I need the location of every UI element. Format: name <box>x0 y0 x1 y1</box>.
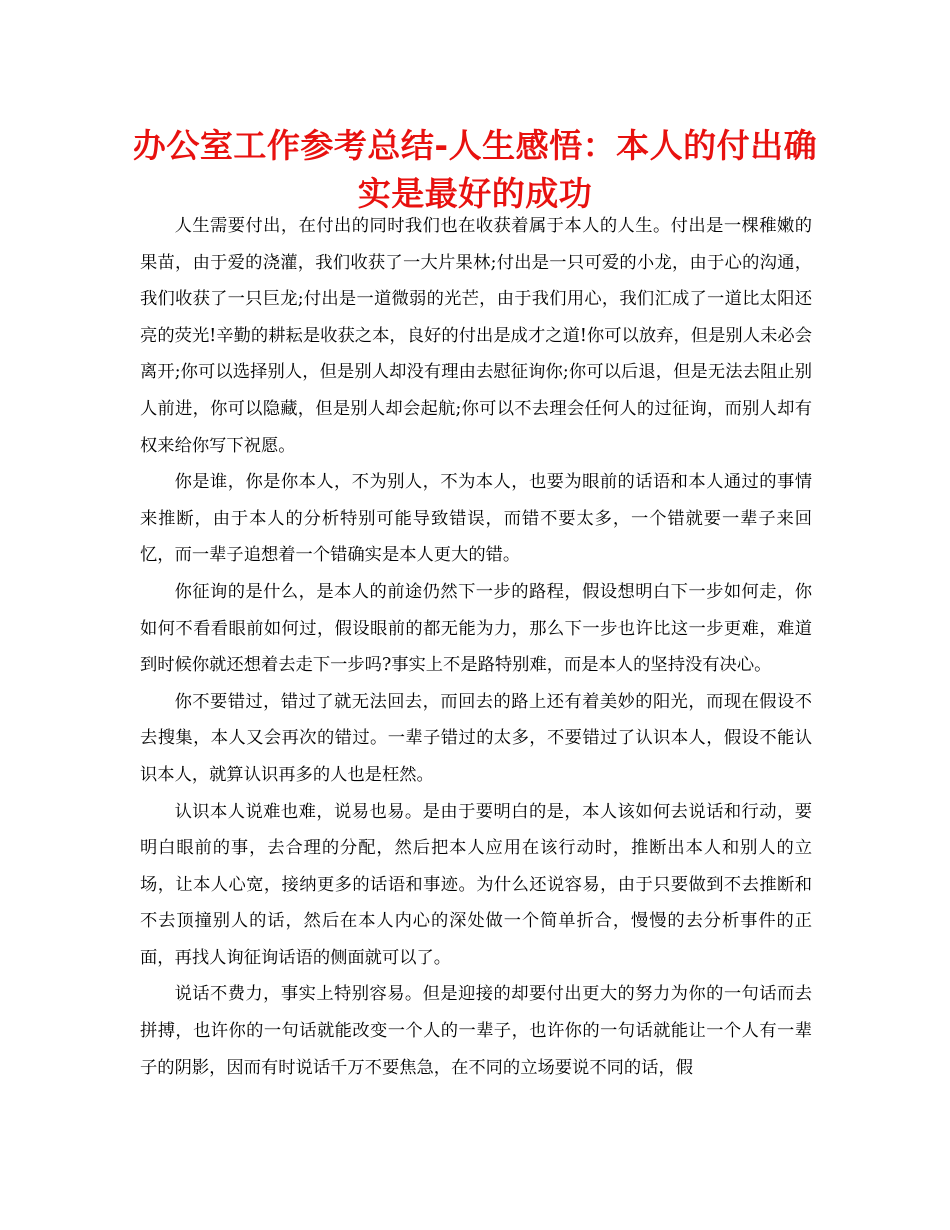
paragraph-4: 你不要错过，错过了就无法回去，而回去的路上还有着美妙的阳光，而现在假设不去搜集，本人又会再次的错过。一辈子错过的太多，不要错过了认识本人，假设不能认识本人，就算认识再多的人也是枉然。 <box>140 691 812 785</box>
paragraph-5: 认识本人说难也难，说易也易。是由于要明白的是，本人该如何去说话和行动，要明白眼前的事，去合理的分配，然后把本人应用在该行动时，推断出本人和别人的立场，让本人心宽，接纳更多的话语和事迹。为什么还说容易，由于只要做到不去推断和不去顶撞别人的话，然后在本人内心的深处做一个简单折合，慢慢的去分析事件的正面，再找人询征询话语的侧面就可以了。 <box>140 801 812 968</box>
paragraph-3: 你征询的是什么，是本人的前途仍然下一步的路程，假设想明白下一步如何走，你如何不看看眼前如何过，假设眼前的都无能为力，那么下一步也许比这一步更难，难道到时候你就还想着去走下一步吗?事实上不是路特别难，而是本人的坚持没有决心。 <box>140 581 812 676</box>
paragraph-1: 人生需要付出，在付出的同时我们也在收获着属于本人的人生。付出是一棵稚嫩的果苗，由于爱的浇灌，我们收获了一大片果林;付出是一只可爱的小龙，由于心的沟通，我们收获了一只巨龙;付出是一道微弱的光芒，由于我们用心，我们汇成了一道比太阳还亮的荧光!辛勤的耕耘是收获之本，良好的付出是成才之道!你可以放弃，但是别人未必会离开;你可以选择别人，但是别人却没有理由去慰征询你;你可以后退，但是无法去阻止别人前进，你可以隐藏，但是别人却会起航;你可以不去理会任何人的过征询，而别人却有权来给你写下祝愿。 <box>140 216 812 456</box>
paragraph-2: 你是谁，你是你本人，不为别人，不为本人，也要为眼前的话语和本人通过的事情来推断，由于本人的分析特别可能导致错误，而错不要太多，一个错就要一辈子来回忆，而一辈子追想着一个错确实是本人更大的错。 <box>140 472 812 566</box>
paragraph-6: 说话不费力，事实上特别容易。但是迎接的却要付出更大的努力为你的一句话而去拼搏，也许你的一句话就能改变一个人的一辈子，也许你的一句话就能让一个人有一辈子的阴影，因而有时说话千万不要焦急，在不同的立场要说不同的话，假 <box>140 984 812 1078</box>
document-body <box>140 208 812 1086</box>
document-title: 办公室工作参考总结-人生感悟：本人的付出确实是最好的成功 <box>132 126 818 213</box>
